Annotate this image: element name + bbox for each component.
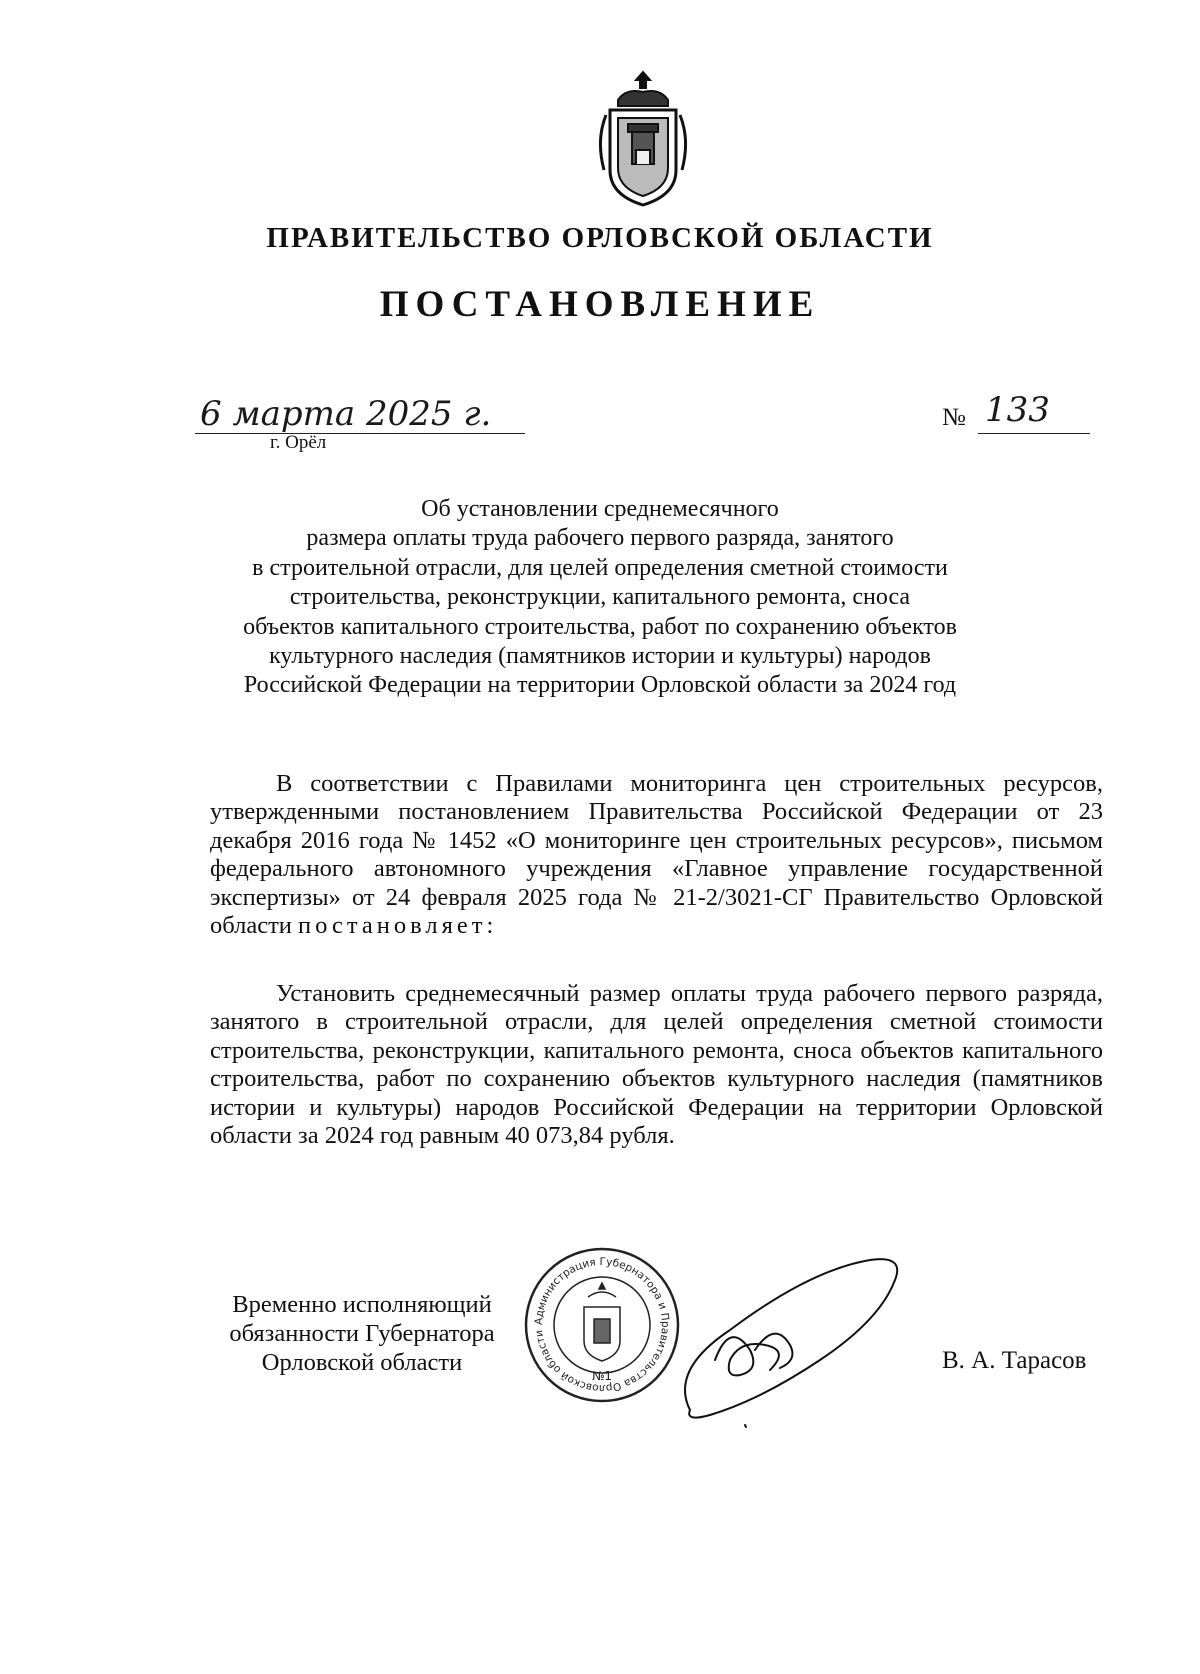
organization-title: ПРАВИТЕЛЬСТВО ОРЛОВСКОЙ ОБЛАСТИ [266, 222, 934, 254]
handwritten-number: 133 [985, 390, 1050, 430]
handwritten-signature [670, 1250, 910, 1430]
subject-line: размера оплаты труда рабочего первого разряда, занятого [306, 525, 894, 552]
subject-line: Российской Федерации на территории Орловской области за 2024 год [243, 672, 957, 699]
resolution-paragraph: Установить среднемесячный размер оплаты труда рабочего первого разряда, занятого в строительной отрасли, для целей определения сметной стоимости строительства, реконструкции, капитального ремонта, сноса объектов капитального строительства, работ по сохранению объектов культурного наследия (памятников истории и культуры) народов Российской Федерации на территории Орловской области за 2024 год равным 40 073,84 рубля. [210, 980, 1103, 1150]
signer-position-line: обязанности Губернатора [229, 1320, 495, 1347]
resolves-keyword: постановляет: [298, 912, 498, 940]
subject-line: Об установлении среднемесячного [421, 496, 779, 522]
date-underline [195, 433, 525, 434]
signer-position-line: Орловской области [261, 1349, 463, 1376]
handwritten-date: 6 марта 2025 г. [200, 394, 492, 434]
city-label: г. Орёл [270, 432, 327, 453]
signer-position [212, 1290, 512, 1377]
signer-position-line: Временно исполняющий [232, 1291, 492, 1318]
seal-ring-text: Администрация Губернатора и Правительства Орловской области [532, 1255, 672, 1395]
document-type-title: ПОСТАНОВЛЕНИЕ [379, 284, 821, 325]
number-underline [978, 433, 1090, 434]
number-label: № [942, 404, 966, 431]
subject-line: в строительной отрасли, для целей определения сметной стоимости [252, 554, 948, 581]
coat-of-arms-emblem [588, 70, 698, 210]
document-subject [120, 495, 1080, 701]
seal-number: №1 [591, 1369, 613, 1383]
signer-name: В. А. Тарасов [942, 1347, 1087, 1374]
preamble-text: В соответствии с Правилами мониторинга цен строительных ресурсов, утвержденными постановлением Правительства Российской Федерации от 23 декабря 2016 года № 1452 «О мониторинге цен строительных ресурсов», письмом федерального автономного учреждения «Главное управление государственной экспертизы» от 24 февраля 2025 года № 21-2/3021-СГ Правительство Орловской области [210, 770, 1103, 940]
subject-line: культурного наследия (памятников истории и культуры) народов [269, 643, 931, 670]
official-seal [522, 1245, 682, 1405]
subject-line: объектов капитального строительства, работ по сохранению объектов [243, 613, 957, 640]
preamble-paragraph [210, 770, 1103, 940]
subject-line: строительства, реконструкции, капитального ремонта, сноса [289, 584, 911, 611]
